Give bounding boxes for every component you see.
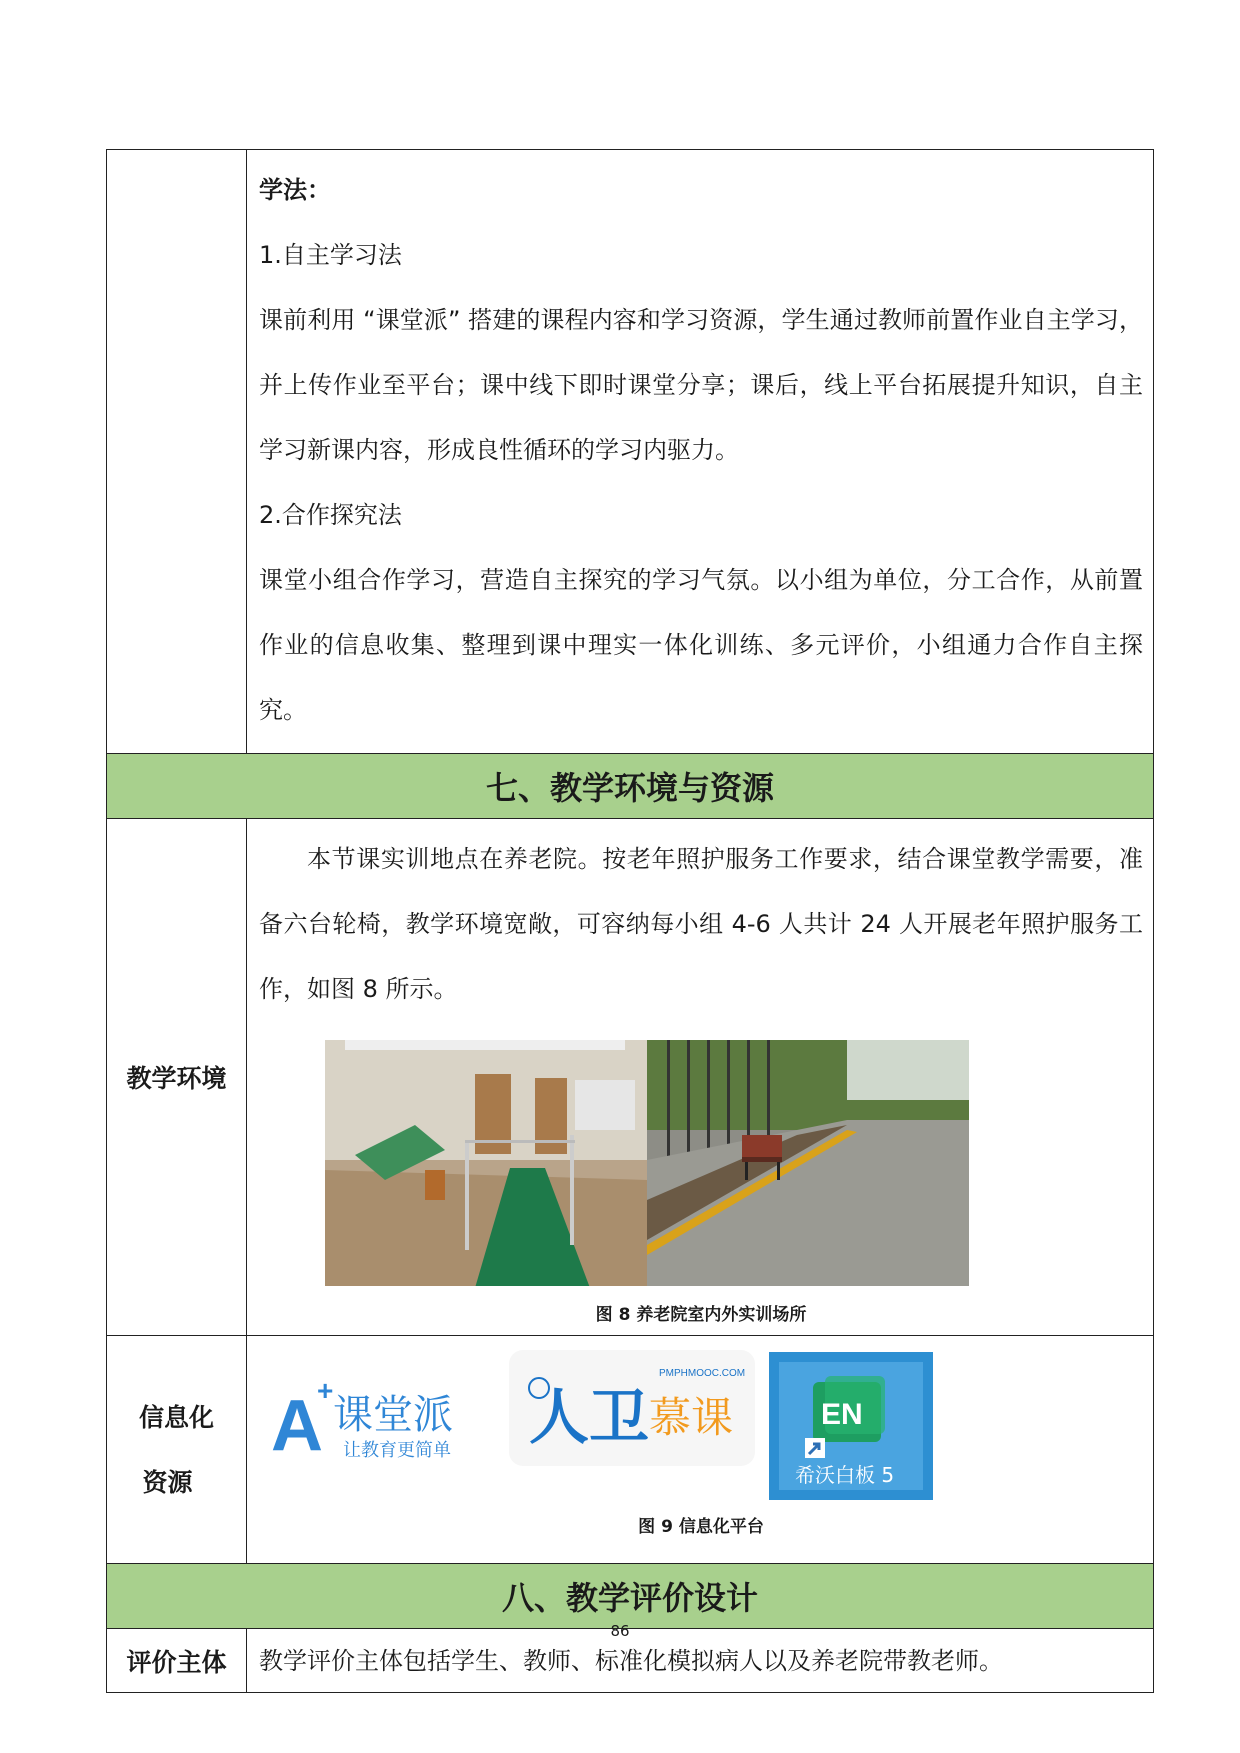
evaluation-subject-label: 评价主体 <box>107 1629 247 1693</box>
environment-text: 本节课实训地点在养老院。按老年照护服务工作要求，结合课堂教学需要，准备六台轮椅，教学环境宽敞，可容纳每小组 4-6 人共计 24 人开展老年照护服务工作，如图 8 所示。 <box>259 845 1143 1003</box>
renwei-mooc-logo <box>509 1350 755 1466</box>
info-resources-row <box>107 1336 1154 1564</box>
svg-text:A: A <box>271 1386 323 1466</box>
renwei-mooc-text: 慕课 <box>649 1393 734 1442</box>
info-resources-label-line2: 资源 <box>142 1467 193 1497</box>
learning-methods-row <box>107 150 1154 754</box>
outdoor-walkway-photo <box>647 1040 969 1286</box>
renwei-text: 人卫 <box>529 1383 649 1453</box>
section7-header-row <box>107 754 1154 819</box>
environment-row <box>107 819 1154 1336</box>
learning-methods-cell <box>247 150 1154 754</box>
seewo-whiteboard-icon <box>769 1352 933 1500</box>
svg-text:+: + <box>317 1378 334 1406</box>
method1-title: 1.自主学习法 <box>259 241 402 269</box>
seewo-badge-text: EN <box>821 1398 863 1431</box>
platform-logos <box>259 1346 1143 1500</box>
ketangpai-main-text: 课堂派 <box>333 1392 453 1438</box>
figure9-caption: 图 9 信息化平台 <box>638 1517 764 1537</box>
environment-cell <box>247 819 1154 1336</box>
ketangpai-logo <box>271 1378 471 1468</box>
lesson-plan-table <box>106 149 1154 1693</box>
ketangpai-slogan: 让教育更简单 <box>343 1440 451 1461</box>
page-number: 86 <box>610 1622 630 1640</box>
section7-title: 七、教学环境与资源 <box>107 754 1154 819</box>
evaluation-subject-text: 教学评价主体包括学生、教师、标准化模拟病人以及养老院带教老师。 <box>259 1646 1003 1675</box>
section8-title: 八、教学评价设计 <box>107 1564 1154 1629</box>
environment-label: 教学环境 <box>107 819 247 1336</box>
method2-text: 课堂小组合作学习，营造自主探究的学习气氛。以小组为单位，分工合作，从前置作业的信息收集、整理到课中理实一体化训练、多元评价，小组通力合作自主探究。 <box>259 566 1143 724</box>
indoor-training-room-photo <box>325 1040 647 1286</box>
renwei-url: PMPHMOOC.COM <box>659 1368 746 1379</box>
method1-text: 课前利用 “课堂派” 搭建的课程内容和学习资源，学生通过教师前置作业自主学习，并上传作业至平台；课中线下即时课堂分享；课后，线上平台拓展提升知识，自主学习新课内容，形成良性循环的学习内驱力。 <box>259 306 1143 464</box>
info-resources-label-line1: 信息化 <box>138 1402 214 1432</box>
info-resources-cell <box>247 1336 1154 1564</box>
empty-label-cell <box>107 150 247 754</box>
figure8-caption: 图 8 养老院室内外实训场所 <box>595 1305 807 1325</box>
figure8-photos <box>325 1040 1143 1286</box>
learning-methods-heading: 学法： <box>259 176 331 204</box>
section8-header-row <box>107 1564 1154 1629</box>
seewo-caption: 希沃白板 5 <box>795 1463 895 1487</box>
info-resources-label <box>107 1336 247 1564</box>
method2-title: 2.合作探究法 <box>259 501 402 529</box>
